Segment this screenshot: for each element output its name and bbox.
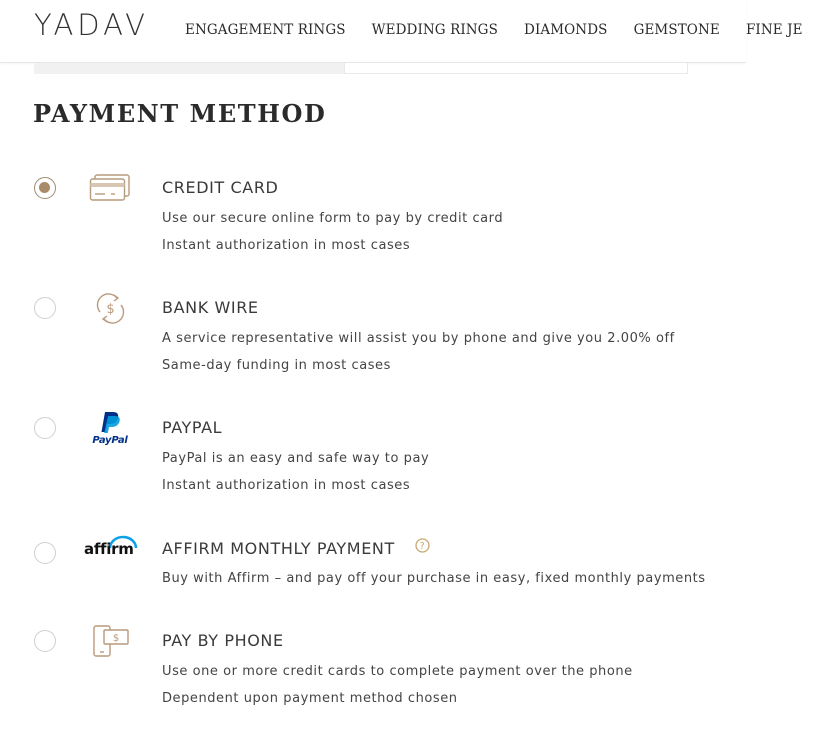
affirm-desc-1: Buy with Affirm – and pay off your purchase in easy, fixed monthly payments [162,571,706,586]
svg-text:$: $ [112,633,120,644]
main-nav [185,19,824,38]
step-tabs-remnant [34,63,688,75]
affirm-title-text: AFFIRM MONTHLY PAYMENT [162,539,395,558]
paypal-logo [90,410,130,448]
paypal-logo-text: PayPal [92,435,128,446]
help-icon[interactable] [415,538,430,553]
bank-wire-radio[interactable] [34,297,56,319]
credit-card-desc-1: Use our secure online form to pay by credit card [162,211,504,226]
step-tab-right [344,63,688,74]
credit-card-desc-2: Instant authorization in most cases [162,238,411,253]
credit-card-title: CREDIT CARD [162,178,279,197]
paypal-title: PAYPAL [162,418,223,437]
affirm-radio[interactable] [34,542,56,564]
nav-wedding-rings[interactable]: WEDDING RINGS [371,22,498,38]
pay-by-phone-radio[interactable] [34,630,56,652]
nav-diamonds[interactable]: DIAMONDS [524,22,608,38]
nav-fine-jewelry[interactable]: FINE JE [745,22,803,38]
svg-text:?: ? [419,541,425,552]
nav-engagement-rings[interactable]: ENGAGEMENT RINGS [185,22,346,38]
nav-gemstone[interactable]: GEMSTONE [633,22,720,38]
credit-card-radio[interactable] [34,177,56,199]
bank-wire-desc-1: A service representative will assist you by phone and give you 2.00% off [162,331,675,346]
pay-by-phone-desc-2: Dependent upon payment method chosen [162,691,458,706]
bank-wire-title: BANK WIRE [162,298,259,317]
affirm-title [162,538,430,558]
pay-by-phone-desc-1: Use one or more credit cards to complete payment over the phone [162,664,633,679]
credit-card-icon [89,174,131,205]
site-logo[interactable]: YADAV [34,8,149,42]
affirm-logo [84,536,140,560]
step-tab-left [34,63,344,74]
affirm-logo-text: affirm [84,540,134,558]
site-header [0,0,803,63]
bank-wire-icon [94,292,127,329]
paypal-desc-1: PayPal is an easy and safe way to pay [162,451,430,466]
step-tab-divider [334,63,344,74]
svg-text:$: $ [106,302,115,317]
paypal-desc-2: Instant authorization in most cases [162,478,411,493]
phone-payment-icon [92,624,130,662]
bank-wire-desc-2: Same-day funding in most cases [162,358,391,373]
pay-by-phone-title: PAY BY PHONE [162,631,284,650]
paypal-radio[interactable] [34,417,56,439]
payment-method-title: PAYMENT METHOD [33,99,327,128]
